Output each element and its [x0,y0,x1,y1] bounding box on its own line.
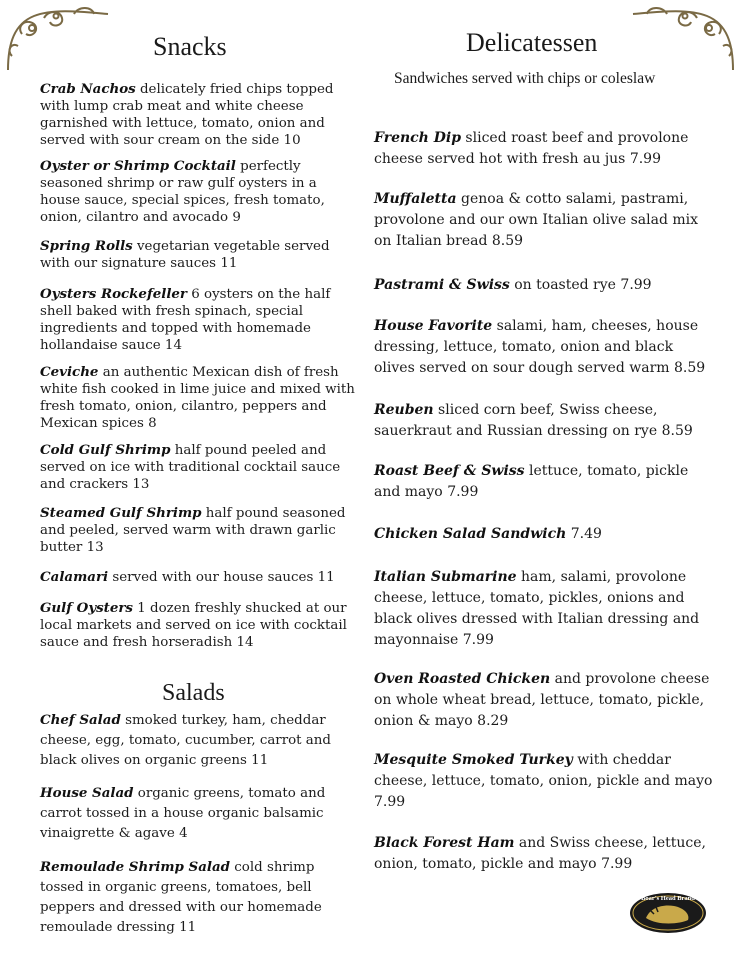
item-desc: with cheddar cheese, lettuce, tomato, onion, pickle and mayo [374,752,713,789]
logo-text: Boar's Head Brand [641,895,695,902]
item-price: 7.99 [620,277,652,293]
boars-head-logo [628,888,708,934]
item-desc: and Swiss cheese, lettuce, onion, tomato, pickle and mayo [374,835,706,872]
item-desc: 6 oysters on the half shell baked with fresh spinach, special ingredients and topped with homemade hollandaise sauce [40,287,331,353]
menu-item [40,857,358,938]
item-desc: ham, salami, provolone cheese, lettuce, tomato, pickles, onions and black olives dressed with Italian dressing and mayonnaise [374,569,700,648]
item-desc: genoa & cotto salami, pastrami, provolone and our own Italian olive salad mix on Italian bread [374,191,699,249]
item-price: 8.59 [674,360,706,376]
delicatessen-subheading: Sandwiches served with chips or coleslaw [394,70,656,87]
item-desc: 1 dozen freshly shucked at our local markets and served on ice with cocktail sauce and fresh horseradish [40,601,347,650]
menu-item [40,286,358,354]
salads-heading: Salads [162,680,225,706]
item-name: Oyster or Shrimp Cocktail [40,158,236,174]
item-price: 7.49 [570,526,602,542]
menu-item [40,569,358,586]
item-desc: on toasted rye [509,277,616,293]
item-name: Cold Gulf Shrimp [40,442,171,458]
delicatessen-heading: Delicatessen [466,28,598,57]
snacks-heading: Snacks [153,32,227,61]
item-price: 9 [232,210,241,225]
menu-item [374,524,714,545]
item-price: 8 [148,416,157,431]
item-desc: sliced corn beef, Swiss cheese, sauerkraut and Russian dressing on rye [374,402,658,439]
item-desc: half pound peeled and served on ice with traditional cocktail sauce and crackers [40,443,341,492]
item-name: Spring Rolls [40,238,133,254]
item-price: 7.99 [629,151,661,167]
menu-item [40,710,358,771]
item-name: Oven Roasted Chicken [374,671,551,687]
item-name: House Salad [40,785,134,801]
item-price: 7.99 [601,856,633,872]
item-desc: vegetarian vegetable served with our signature sauces [40,239,330,271]
item-desc: cold shrimp tossed in organic greens, tomatoes, bell peppers and dressed with our homemade remoulade dressing [40,860,322,935]
item-name: Steamed Gulf Shrimp [40,505,202,521]
item-name: Oysters Rockefeller [40,286,187,302]
item-price: 8.29 [477,713,509,729]
item-price: 8.59 [661,423,693,439]
item-name: Italian Submarine [374,569,517,585]
menu-item [374,128,714,170]
menu-item [374,400,714,442]
item-desc: lettuce, tomato, pickle and mayo [374,463,689,500]
item-name: Gulf Oysters [40,600,133,616]
item-price: 13 [86,540,104,555]
item-price: 13 [132,477,150,492]
menu-item [374,567,714,651]
item-price: 7.99 [374,794,406,810]
menu-item [374,189,714,252]
item-name: Mesquite Smoked Turkey [374,752,573,768]
corner-ornament-icon [627,4,737,74]
item-name: House Favorite [374,318,493,334]
item-price: 7.99 [447,484,479,500]
item-desc: perfectly seasoned shrimp or raw gulf oysters in a house sauce, special spices, fresh tomato, onion, cilantro and avocado [40,159,325,225]
item-desc: delicately fried chips topped with lump crab meat and white cheese garnished with lettuce, tomato, onion and served with sour cream on the side [40,82,334,148]
item-name: Black Forest Ham [374,835,515,851]
menu-item [40,158,358,226]
menu-item [40,783,358,844]
item-desc: smoked turkey, ham, cheddar cheese, egg, tomato, cucumber, carrot and black olives on organic greens [40,713,331,768]
item-name: French Dip [374,130,461,146]
item-price: 11 [251,753,269,768]
item-name: Roast Beef & Swiss [374,463,525,479]
item-name: Crab Nachos [40,81,136,97]
menu-item [40,81,358,149]
menu-item [374,316,714,379]
item-desc: sliced roast beef and provolone cheese served hot with fresh au jus [374,130,689,167]
item-price: 7.99 [462,632,494,648]
menu-item [374,461,714,503]
item-desc: served with our house sauces [108,570,314,585]
menu-item [40,442,358,493]
menu-item [374,750,714,813]
item-price: 11 [317,570,335,585]
item-desc: and provolone cheese on whole wheat bread, lettuce, tomato, pickle, onion & mayo [374,671,710,729]
corner-ornament-icon [4,4,114,74]
item-name: Calamari [40,569,109,585]
item-name: Muffaletta [374,191,457,207]
menu-item [40,238,358,272]
menu-item [40,505,358,556]
item-desc: salami, ham, cheeses, house dressing, lettuce, tomato, onion and black olives served on sour dough served warm [374,318,699,376]
menu-item [374,833,714,875]
item-price: 8.59 [491,233,524,249]
item-name: Ceviche [40,364,99,380]
menu-item [40,600,358,651]
item-desc: an authentic Mexican dish of fresh white fish cooked in lime juice and mixed with fresh tomato, onion, cilantro, peppers and Mexican spices [40,365,355,431]
menu-item [40,364,358,432]
item-desc: organic greens, tomato and carrot tossed in a house organic balsamic vinaigrette & agave [40,786,326,841]
item-name: Chef Salad [40,712,121,728]
item-name: Chicken Salad Sandwich [374,526,567,542]
item-desc: half pound seasoned and peeled, served warm with drawn garlic butter [40,506,346,555]
item-price: 10 [283,133,301,148]
item-price: 14 [236,635,254,650]
item-price: 11 [179,920,197,935]
item-price: 4 [179,826,188,841]
item-name: Pastrami & Swiss [374,277,510,293]
item-price: 14 [164,338,182,353]
menu-item [374,669,714,732]
item-price: 11 [220,256,238,271]
item-name: Reuben [374,402,434,418]
menu-item [374,275,714,296]
item-name: Remoulade Shrimp Salad [40,859,231,875]
